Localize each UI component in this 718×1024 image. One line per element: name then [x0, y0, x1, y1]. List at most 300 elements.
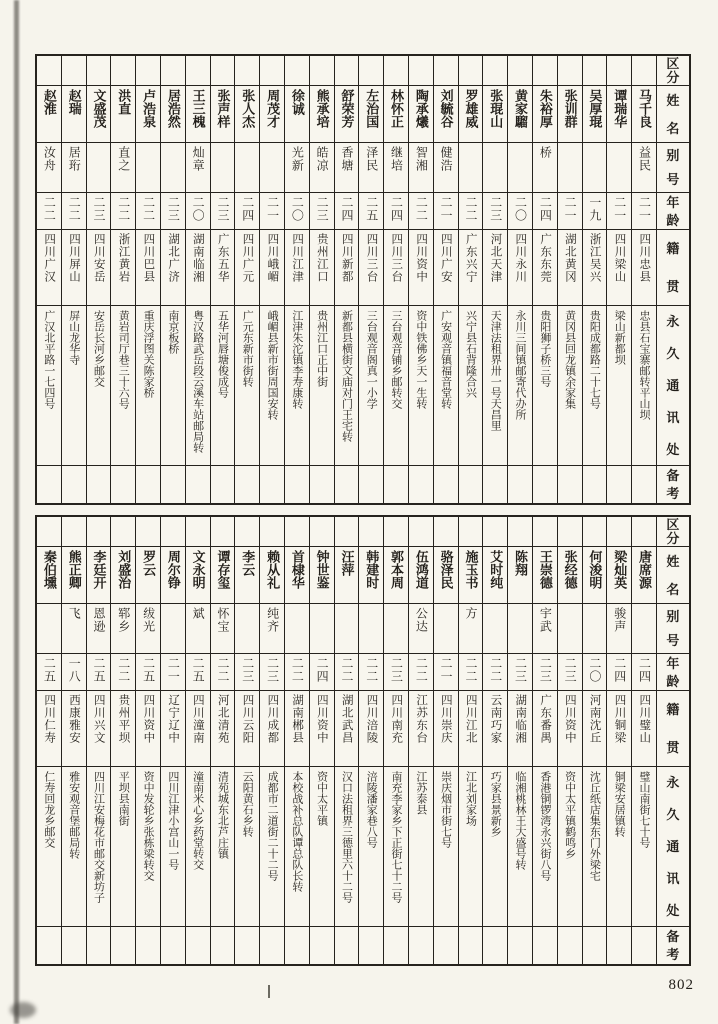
alias-text: 香塘 [339, 146, 354, 172]
alias-text: 灿章 [191, 146, 206, 172]
name-cell [508, 86, 532, 143]
alias-cell [583, 143, 607, 193]
person-column [533, 517, 558, 964]
name-cell [310, 547, 334, 604]
origin-text: 四川广元 [241, 233, 254, 283]
origin-cell [37, 691, 61, 767]
age-text: 二三 [240, 657, 255, 683]
origin-cell [260, 230, 284, 306]
category-cell [111, 517, 135, 547]
field-header-address [657, 306, 689, 466]
alias-cell [37, 604, 61, 654]
address-text: 南京板桥 [166, 310, 179, 354]
age-text: 二一 [612, 196, 627, 222]
name-cell [434, 547, 458, 604]
name-text: 陈翔 [513, 550, 529, 576]
remarks-cell [384, 466, 408, 503]
age-cell [260, 654, 284, 691]
address-text: 峨嵋县新市街周国安转 [266, 310, 279, 420]
age-cell [434, 654, 458, 691]
header-char: 讯 [666, 870, 680, 886]
header-char: 通 [666, 838, 680, 854]
alias-text: 智湘 [414, 146, 429, 172]
age-cell [62, 193, 86, 230]
alias-cell [235, 143, 259, 193]
age-text: 二三 [265, 657, 280, 683]
age-text: 二二 [67, 196, 82, 222]
field-header-age [657, 193, 689, 230]
person-column [434, 517, 459, 964]
origin-cell [211, 691, 235, 767]
address-cell [533, 306, 557, 466]
person-column [434, 56, 459, 503]
name-text: 施玉书 [463, 550, 479, 589]
address-text: 涪陵潘家巷八号 [365, 771, 378, 848]
address-cell [359, 306, 383, 466]
address-cell [359, 767, 383, 927]
age-text: 二二 [414, 657, 429, 683]
header-char: 区 [666, 56, 680, 71]
address-cell [335, 767, 359, 927]
name-cell [409, 86, 433, 143]
header-char: 贯 [666, 278, 680, 294]
origin-text: 河北天津 [489, 233, 502, 283]
address-text: 三台观音铺乡邮转交 [390, 310, 403, 409]
age-cell [409, 654, 433, 691]
origin-text: 广东东莞 [539, 233, 552, 283]
address-text: 沈丘纸店集东门外梁宅 [588, 771, 601, 881]
origin-text: 浙江黄岩 [117, 233, 130, 283]
origin-cell [235, 691, 259, 767]
origin-text: 辽宁辽中 [167, 694, 180, 744]
age-text: 一八 [67, 657, 82, 683]
remarks-cell [111, 927, 135, 964]
address-text: 天津法租界卅一号天昌里 [489, 310, 502, 431]
alias-text: 绂光 [141, 607, 156, 633]
alias-cell [483, 604, 507, 654]
name-text: 秦伯壎 [41, 550, 57, 589]
category-cell [235, 517, 259, 547]
address-text: 铜梁安居镇转 [613, 771, 626, 837]
name-text: 李廷开 [91, 550, 107, 589]
name-cell [459, 547, 483, 604]
alias-cell [87, 143, 111, 193]
address-cell [384, 767, 408, 927]
remarks-cell [62, 927, 86, 964]
origin-text: 四川江津 [291, 233, 304, 283]
alias-text: 恩逊 [91, 607, 106, 633]
category-cell [285, 517, 309, 547]
header-char: 通 [666, 377, 680, 393]
age-cell [285, 193, 309, 230]
name-text: 谭存玺 [215, 550, 231, 589]
address-text: 崇庆烟市街七号 [439, 771, 452, 848]
age-text: 二四 [240, 196, 255, 222]
header-char: 贯 [666, 739, 680, 755]
category-cell [533, 56, 557, 86]
alias-cell [434, 604, 458, 654]
origin-text: 贵州平坝 [117, 694, 130, 744]
name-cell [533, 547, 557, 604]
remarks-cell [558, 927, 582, 964]
age-text: 二四 [612, 657, 627, 683]
address-text: 资中铁佛乡天一生转 [414, 310, 427, 409]
alias-cell [434, 143, 458, 193]
header-char: 分 [666, 70, 680, 86]
address-cell [459, 306, 483, 466]
address-cell [483, 767, 507, 927]
name-cell [37, 547, 61, 604]
address-cell [260, 306, 284, 466]
alias-text: 汝舟 [42, 146, 57, 172]
origin-cell [533, 691, 557, 767]
age-text: 二二 [463, 196, 478, 222]
name-cell [533, 86, 557, 143]
category-cell [211, 517, 235, 547]
alias-text: 桥 [538, 146, 553, 159]
origin-text: 四川资中 [315, 694, 328, 744]
address-cell [161, 767, 185, 927]
address-cell [111, 306, 135, 466]
address-cell [37, 306, 61, 466]
address-text: 仁寿回龙乡邮交 [42, 771, 55, 848]
age-text: 二一 [439, 196, 454, 222]
person-column [161, 517, 186, 964]
remarks-cell [186, 466, 210, 503]
name-text: 张琨山 [488, 89, 504, 128]
alias-cell [384, 143, 408, 193]
remarks-cell [583, 927, 607, 964]
alias-cell [483, 143, 507, 193]
address-text: 资中太平镇鹤鸣乡 [563, 771, 576, 859]
address-cell [533, 767, 557, 927]
header-char: 考 [666, 486, 680, 502]
age-text: 二三 [215, 196, 230, 222]
age-cell [607, 654, 631, 691]
age-text: 二二 [488, 657, 503, 683]
name-cell [359, 547, 383, 604]
category-cell [558, 517, 582, 547]
person-column [409, 56, 434, 503]
name-cell [62, 547, 86, 604]
name-text: 王三槐 [190, 89, 206, 128]
address-text: 临湘桃林王大盛号转 [514, 771, 527, 870]
origin-cell [583, 691, 607, 767]
origin-text: 四川三台 [365, 233, 378, 283]
person-column [459, 56, 484, 503]
name-text: 郭本周 [389, 550, 405, 589]
remarks-cell [434, 466, 458, 503]
name-cell [583, 547, 607, 604]
age-text: 二三 [166, 196, 181, 222]
remarks-cell [607, 466, 631, 503]
remarks-cell [483, 927, 507, 964]
name-cell [384, 547, 408, 604]
header-char: 籍 [666, 702, 680, 718]
origin-text: 河南沈丘 [588, 694, 601, 744]
address-cell [37, 767, 61, 927]
category-cell [335, 56, 359, 86]
name-text: 何浚明 [587, 550, 603, 589]
header-char: 永 [666, 314, 680, 330]
origin-text: 四川忠县 [638, 233, 651, 283]
name-text: 赵淮 [41, 89, 57, 115]
origin-cell [632, 230, 656, 306]
age-cell [186, 193, 210, 230]
name-cell [583, 86, 607, 143]
alias-cell [335, 143, 359, 193]
field-header-alias [657, 143, 689, 193]
person-column [211, 517, 236, 964]
name-cell [310, 86, 334, 143]
alias-text: 纯齐 [265, 607, 280, 633]
alias-text: 直之 [116, 146, 131, 172]
remarks-cell [459, 466, 483, 503]
age-text: 二四 [315, 657, 330, 683]
name-cell [37, 86, 61, 143]
origin-cell [211, 230, 235, 306]
name-text: 刘盛治 [116, 550, 132, 589]
origin-cell [483, 230, 507, 306]
category-cell [161, 517, 185, 547]
address-cell [111, 767, 135, 927]
header-char: 姓 [666, 92, 680, 108]
person-column [285, 56, 310, 503]
age-text: 二四 [538, 196, 553, 222]
alias-text: 斌 [191, 607, 206, 620]
name-cell [459, 86, 483, 143]
remarks-cell [310, 466, 334, 503]
name-cell [632, 547, 656, 604]
remarks-cell [459, 927, 483, 964]
header-char: 龄 [666, 212, 680, 228]
person-column [260, 56, 285, 503]
address-text: 资中太平镇 [315, 771, 328, 826]
name-text: 左治国 [364, 89, 380, 128]
name-text: 艾时纯 [488, 550, 504, 589]
origin-text: 四川资中 [563, 694, 576, 744]
remarks-cell [359, 927, 383, 964]
age-text: 二二 [116, 196, 131, 222]
category-cell [632, 56, 656, 86]
name-cell [632, 86, 656, 143]
age-cell [335, 193, 359, 230]
header-char: 别 [666, 608, 680, 624]
origin-text: 四川峨嵋 [266, 233, 279, 283]
origin-text: 四川成都 [266, 694, 279, 744]
alias-text: 居珩 [67, 146, 82, 172]
origin-cell [384, 691, 408, 767]
alias-text: 宇武 [538, 607, 553, 633]
age-text: 二五 [191, 657, 206, 683]
header-char: 年 [666, 655, 680, 671]
alias-cell [87, 604, 111, 654]
name-cell [87, 86, 111, 143]
age-cell [111, 193, 135, 230]
person-column [111, 56, 136, 503]
name-text: 伍鸿道 [413, 550, 429, 589]
category-cell [186, 56, 210, 86]
name-cell [211, 547, 235, 604]
alias-cell [62, 143, 86, 193]
remarks-cell [409, 927, 433, 964]
age-cell [111, 654, 135, 691]
age-text: 二二 [290, 657, 305, 683]
origin-cell [632, 691, 656, 767]
field-header-alias [657, 604, 689, 654]
age-cell [583, 654, 607, 691]
address-cell [409, 767, 433, 927]
age-text: 二五 [91, 657, 106, 683]
address-text: 粤汉路武岳段云溪车站邮局转 [191, 310, 204, 453]
origin-cell [62, 691, 86, 767]
origin-text: 四川新都 [340, 233, 353, 283]
roster-table-bottom [35, 515, 691, 966]
person-column [409, 517, 434, 964]
category-cell [136, 517, 160, 547]
header-char: 备 [666, 467, 680, 483]
origin-cell [285, 230, 309, 306]
name-cell [87, 547, 111, 604]
age-text: 二三 [513, 657, 528, 683]
category-cell [533, 517, 557, 547]
name-cell [285, 547, 309, 604]
age-text: 二二 [414, 196, 429, 222]
remarks-cell [136, 466, 160, 503]
name-text: 马千良 [637, 89, 653, 128]
age-text: 二一 [265, 196, 280, 222]
name-text: 汪萍 [339, 550, 355, 576]
origin-cell [508, 230, 532, 306]
address-cell [508, 306, 532, 466]
field-header-category [657, 517, 689, 547]
origin-cell [583, 230, 607, 306]
address-cell [335, 306, 359, 466]
age-cell [359, 193, 383, 230]
origin-text: 四川屏山 [67, 233, 80, 283]
address-text: 黄冈县回龙镇余家集 [563, 310, 576, 409]
name-cell [384, 86, 408, 143]
category-cell [434, 517, 458, 547]
alias-cell [508, 604, 532, 654]
remarks-cell [310, 927, 334, 964]
name-cell [607, 86, 631, 143]
name-text: 唐席源 [637, 550, 653, 589]
remarks-cell [533, 927, 557, 964]
origin-text: 四川梁山 [613, 233, 626, 283]
field-header-name [657, 547, 689, 604]
origin-cell [37, 230, 61, 306]
person-column [235, 517, 260, 964]
category-cell [260, 517, 284, 547]
name-text: 首棣华 [289, 550, 305, 589]
name-cell [483, 86, 507, 143]
origin-text: 云南巧家 [489, 694, 502, 744]
name-cell [335, 86, 359, 143]
origin-cell [186, 230, 210, 306]
address-cell [136, 767, 160, 927]
alias-cell [607, 604, 631, 654]
name-text: 钟世鉴 [314, 550, 330, 589]
header-char: 处 [666, 441, 680, 457]
name-text: 赵瑞 [66, 89, 82, 115]
category-cell [632, 517, 656, 547]
name-text: 罗雄威 [463, 89, 479, 128]
age-text: 二三 [488, 196, 503, 222]
address-text: 巧家县景新乡 [489, 771, 502, 837]
category-cell [235, 56, 259, 86]
origin-text: 四川铜梁 [613, 694, 626, 744]
age-cell [87, 193, 111, 230]
person-column [310, 517, 335, 964]
person-column [87, 56, 112, 503]
alias-cell [558, 143, 582, 193]
name-cell [483, 547, 507, 604]
age-text: 二二 [215, 657, 230, 683]
alias-cell [211, 143, 235, 193]
remarks-cell [335, 466, 359, 503]
remarks-cell [62, 466, 86, 503]
alias-cell [260, 143, 284, 193]
address-text: 四川江安梅花市邮交新坊子 [92, 771, 105, 903]
name-cell [558, 86, 582, 143]
name-cell [508, 547, 532, 604]
age-cell [384, 654, 408, 691]
origin-text: 四川广安 [439, 233, 452, 283]
name-text: 谭瑞华 [612, 89, 628, 128]
address-cell [285, 767, 309, 927]
age-cell [459, 654, 483, 691]
alias-cell [37, 143, 61, 193]
age-text: 二三 [315, 196, 330, 222]
category-cell [607, 517, 631, 547]
remarks-cell [409, 466, 433, 503]
address-text: 重庆浮图关陈家桥 [142, 310, 155, 398]
name-text: 赖从礼 [265, 550, 281, 589]
person-column [285, 517, 310, 964]
age-cell [583, 193, 607, 230]
category-cell [310, 517, 334, 547]
alias-cell [111, 604, 135, 654]
address-text: 江苏泰县 [414, 771, 427, 815]
alias-cell [136, 604, 160, 654]
origin-text: 四川涪陵 [365, 694, 378, 744]
alias-cell [310, 143, 334, 193]
header-char: 分 [666, 531, 680, 547]
person-column [136, 517, 161, 964]
category-cell [211, 56, 235, 86]
origin-text: 四川江北 [464, 694, 477, 744]
origin-text: 四川璧山 [638, 694, 651, 744]
remarks-cell [235, 466, 259, 503]
address-cell [434, 306, 458, 466]
age-text: 二一 [439, 657, 454, 683]
age-cell [483, 654, 507, 691]
alias-cell [632, 143, 656, 193]
origin-text: 四川南充 [390, 694, 403, 744]
remarks-cell [384, 927, 408, 964]
header-char: 号 [666, 172, 680, 188]
person-column [37, 56, 62, 503]
origin-text: 河北清苑 [216, 694, 229, 744]
name-cell [434, 86, 458, 143]
address-text: 清苑城东北芦庄镇 [216, 771, 229, 859]
alias-cell [409, 604, 433, 654]
name-cell [260, 547, 284, 604]
age-text: 二四 [637, 657, 652, 683]
address-text: 四川江津小宫山一号 [166, 771, 179, 870]
address-text: 雅安观音堡邮局转 [67, 771, 80, 859]
